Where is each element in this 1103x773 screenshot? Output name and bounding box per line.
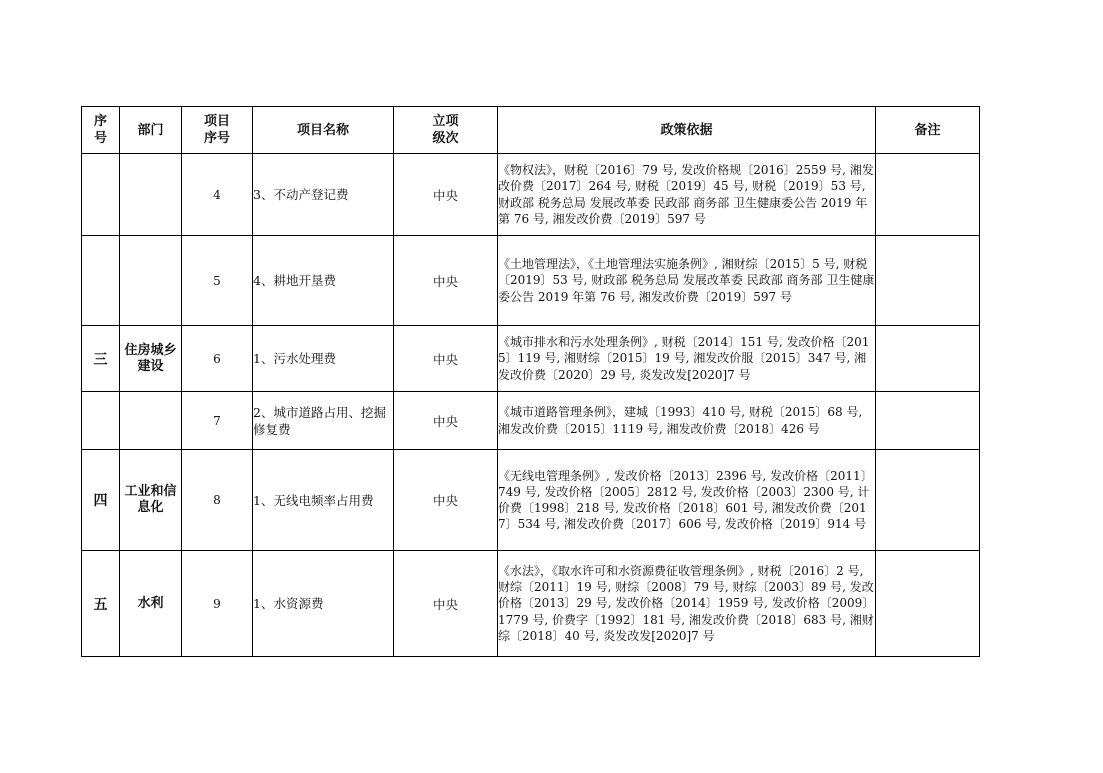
header-basis: 政策依据 xyxy=(498,107,876,154)
dept-cell xyxy=(120,236,182,326)
seq-cell xyxy=(82,236,120,326)
item-no-cell: 7 xyxy=(182,392,253,450)
basis-cell: 《水法》，《取水许可和水资源费征收管理条例》, 财税〔2016〕2 号, 财综〔2011〕19 号, 财综〔2008〕79 号, 财综〔2003〕89 号, 发改价格〔2013〕29 号, 发改价格〔2014〕1959 号, 发改价格〔2009〕1779 号, 价费字〔1992〕181 号, 湘发改价费〔2018〕683 号, 湘财综〔2018〕40 号, 炎发改发[2020]7 号 xyxy=(498,551,876,657)
note-cell xyxy=(876,236,980,326)
basis-cell: 《土地管理法》，《土地管理法实施条例》, 湘财综〔2015〕5 号, 财税〔2019〕53 号, 财政部 税务总局 发展改革委 民政部 商务部 卫生健康委公告 2019 年第 76 号, 湘发改价费〔2019〕597 号 xyxy=(498,236,876,326)
item-name-cell: 4、耕地开垦费 xyxy=(253,236,394,326)
table-row xyxy=(82,154,980,236)
fee-table xyxy=(81,106,980,657)
header-seq: 序号 xyxy=(82,107,120,154)
note-cell xyxy=(876,392,980,450)
note-cell xyxy=(876,154,980,236)
seq-cell: 四 xyxy=(82,450,120,551)
dept-cell xyxy=(120,154,182,236)
dept-cell: 工业和信息化 xyxy=(120,450,182,551)
seq-cell: 三 xyxy=(82,326,120,392)
item-name-cell: 1、无线电频率占用费 xyxy=(253,450,394,551)
basis-cell: 《城市道路管理条例》，建城〔1993〕410 号, 财税〔2015〕68 号, 湘发改价费〔2015〕1119 号, 湘发改价费〔2018〕426 号 xyxy=(498,392,876,450)
level-cell: 中央 xyxy=(394,450,498,551)
item-name-cell: 1、污水处理费 xyxy=(253,326,394,392)
header-dept: 部门 xyxy=(120,107,182,154)
item-name-cell: 2、城市道路占用、挖掘修复费 xyxy=(253,392,394,450)
dept-cell xyxy=(120,392,182,450)
note-cell xyxy=(876,551,980,657)
level-cell: 中央 xyxy=(394,551,498,657)
header-item-name: 项目名称 xyxy=(253,107,394,154)
seq-cell xyxy=(82,392,120,450)
item-no-cell: 6 xyxy=(182,326,253,392)
table-row xyxy=(82,236,980,326)
header-level: 立项级次 xyxy=(394,107,498,154)
item-no-cell: 9 xyxy=(182,551,253,657)
item-name-cell: 1、水资源费 xyxy=(253,551,394,657)
level-cell: 中央 xyxy=(394,236,498,326)
level-cell: 中央 xyxy=(394,392,498,450)
table-row xyxy=(82,450,980,551)
header-row xyxy=(82,107,980,154)
item-no-cell: 5 xyxy=(182,236,253,326)
seq-cell xyxy=(82,154,120,236)
note-cell xyxy=(876,326,980,392)
table-row xyxy=(82,326,980,392)
basis-cell: 《物权法》，财税〔2016〕79 号, 发改价格规〔2016〕2559 号, 湘发改价费〔2017〕264 号, 财税〔2019〕45 号, 财税〔2019〕53 号, 财政部 税务总局 发展改革委 民政部 商务部 卫生健康委公告 2019 年第 76 号, 湘发改价费〔2019〕597 号 xyxy=(498,154,876,236)
header-note: 备注 xyxy=(876,107,980,154)
item-name-cell: 3、不动产登记费 xyxy=(253,154,394,236)
dept-cell: 水利 xyxy=(120,551,182,657)
level-cell: 中央 xyxy=(394,326,498,392)
note-cell xyxy=(876,450,980,551)
table-row xyxy=(82,392,980,450)
item-no-cell: 8 xyxy=(182,450,253,551)
header-item-no: 项目序号 xyxy=(182,107,253,154)
basis-cell: 《无线电管理条例》, 发改价格〔2013〕2396 号, 发改价格〔2011〕749 号, 发改价格〔2005〕2812 号, 发改价格〔2003〕2300 号, 计价费〔1998〕218 号, 发改价格〔2018〕601 号, 湘发改价费〔2017〕534 号, 湘发改价费〔2017〕606 号, 发改价格〔2019〕914 号 xyxy=(498,450,876,551)
seq-cell: 五 xyxy=(82,551,120,657)
table-row xyxy=(82,551,980,657)
item-no-cell: 4 xyxy=(182,154,253,236)
level-cell: 中央 xyxy=(394,154,498,236)
basis-cell: 《城市排水和污水处理条例》, 财税〔2014〕151 号, 发改价格〔2015〕119 号, 湘财综〔2015〕19 号, 湘发改价服〔2015〕347 号, 湘发改价费〔2020〕29 号, 炎发改发[2020]7 号 xyxy=(498,326,876,392)
dept-cell: 住房城乡建设 xyxy=(120,326,182,392)
